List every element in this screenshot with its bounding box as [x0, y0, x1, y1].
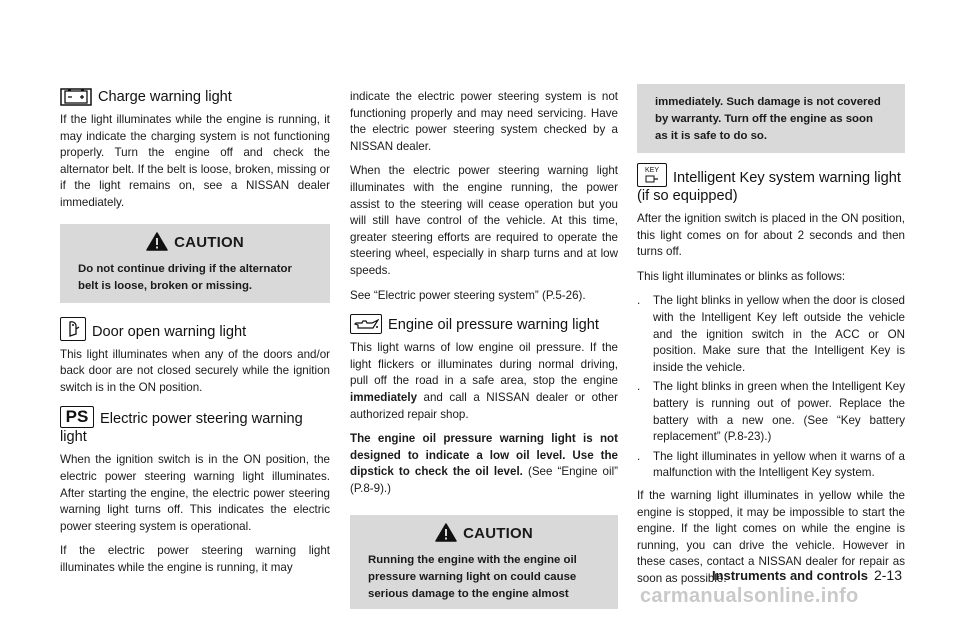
charge-heading: [60, 88, 330, 106]
oil-can-icon: [350, 314, 382, 334]
oil-text: This light warns of low engine oil pressure. If the light flickers or illuminates during normal driving, pull off the road in a safe area, stop the engine immediately and call a NISSAN dealer or other authorized repair shop.: [350, 341, 618, 421]
list-item: . The light blinks in green when the Intelligent Key battery is running out of power. Replace the battery with a new one. (See “Key battery replacement” (P.8-23).): [637, 380, 905, 444]
page-number: 2-13: [873, 567, 902, 583]
door-heading: [60, 317, 330, 341]
charge-title: Charge warning light: [98, 89, 232, 105]
key-icon: KEY: [637, 163, 667, 187]
oil-bold-para: The engine oil pressure warning light is not designed to indicate a low oil level. Use the dipstick to check the oil level. (See “Engine oil” (P.8-9).): [350, 432, 619, 495]
door-title: Door open warning light: [92, 323, 247, 340]
eps-text-2: If the electric power steering warning light illuminates while the engine is running, it may: [60, 544, 330, 574]
key-title-line2: (if so equipped): [637, 188, 738, 204]
battery-icon: [60, 88, 92, 106]
warning-icon: [435, 523, 457, 542]
key-text-1: After the ignition switch is placed in the ON position, this light comes on for about 2 seconds and then turns off.: [637, 212, 905, 259]
eps-title-line2: light: [60, 429, 87, 446]
key-title-line1: Intelligent Key system warning light: [673, 170, 901, 186]
section-title: Instruments and controls: [711, 568, 868, 583]
column-1: [60, 88, 330, 585]
caution-text-1: Do not continue driving if the alternator belt is loose, broken or missing.: [78, 262, 292, 292]
oil-title: Engine oil pressure warning light: [388, 317, 599, 334]
ps-icon: PS: [60, 406, 94, 428]
charge-text: If the light illuminates while the engine is running, it may indicate the charging system is not functioning properly. Turn the engine off and check the alternator belt. If the belt is loose, broken, missing or if the light remains on, see a NISSAN dealer immediately.: [60, 113, 330, 209]
eps-continued: indicate the electric power steering system is not functioning properly and may need servicing. Have the electric power steering system checked by a NISSAN dealer.: [350, 90, 618, 153]
caution-continued: immediately. Such damage is not covered by warranty. Turn off the engine as soon as it is safe to do so.: [637, 84, 905, 153]
warning-icon: [146, 232, 168, 251]
eps-heading: [60, 406, 330, 446]
list-item: . The light blinks in yellow when the door is closed with the Intelligent Key left outside the vehicle and the ignition switch in the ACC or ON position. Make sure that the Intelligent Key is inside the vehicle.: [637, 294, 905, 374]
eps-text-3: When the electric power steering warning light illuminates with the engine running, the power assist to the steering will cease operation but you will still have control of the vehicle. At this time, greater steering efforts are required to operate the steering wheel, especially in sharp turns and at low speeds.: [350, 164, 618, 277]
caution-text-2: Running the engine with the engine oil pressure warning light on could cause serious damage to the engine almost: [368, 554, 577, 601]
column-2: [350, 89, 618, 617]
key-heading: [637, 163, 905, 205]
caution-box-2: [350, 515, 618, 609]
eps-text-1: When the ignition switch is in the ON position, the electric power steering warning light illuminates. After starting the engine, the electric power steering warning light turns off. This indicates the electric power steering system is operational.: [60, 453, 330, 533]
key-text-2: This light illuminates or blinks as follows:: [637, 269, 846, 283]
key-text-3: If the warning light illuminates in yellow while the engine is stopped, it may be impossible to start the engine. If the light comes on while the engine is running, you can drive the vehicle. However in these cases, contact a NISSAN dealer for repair as soon as possible.: [637, 488, 905, 585]
caution-box-1: [60, 224, 330, 303]
eps-title-line1: Electric power steering warning: [100, 411, 303, 428]
oil-heading: [350, 314, 618, 334]
column-3: [637, 84, 905, 595]
list-item: . The light illuminates in yellow when it warns of a malfunction with the Intelligent Key system.: [637, 449, 905, 480]
door-text: This light illuminates when any of the doors and/or back door are not closed securely while the ignition switch is in the ON position.: [60, 347, 330, 394]
eps-see-ref: See “Electric power steering system” (P.5-26).: [350, 288, 586, 302]
watermark: carmanualsonline.info: [640, 585, 859, 607]
door-open-icon: [60, 317, 86, 341]
caution-label-2: CAUTION: [463, 525, 533, 543]
caution-label-1: CAUTION: [174, 233, 244, 251]
page-footer: [712, 567, 902, 583]
